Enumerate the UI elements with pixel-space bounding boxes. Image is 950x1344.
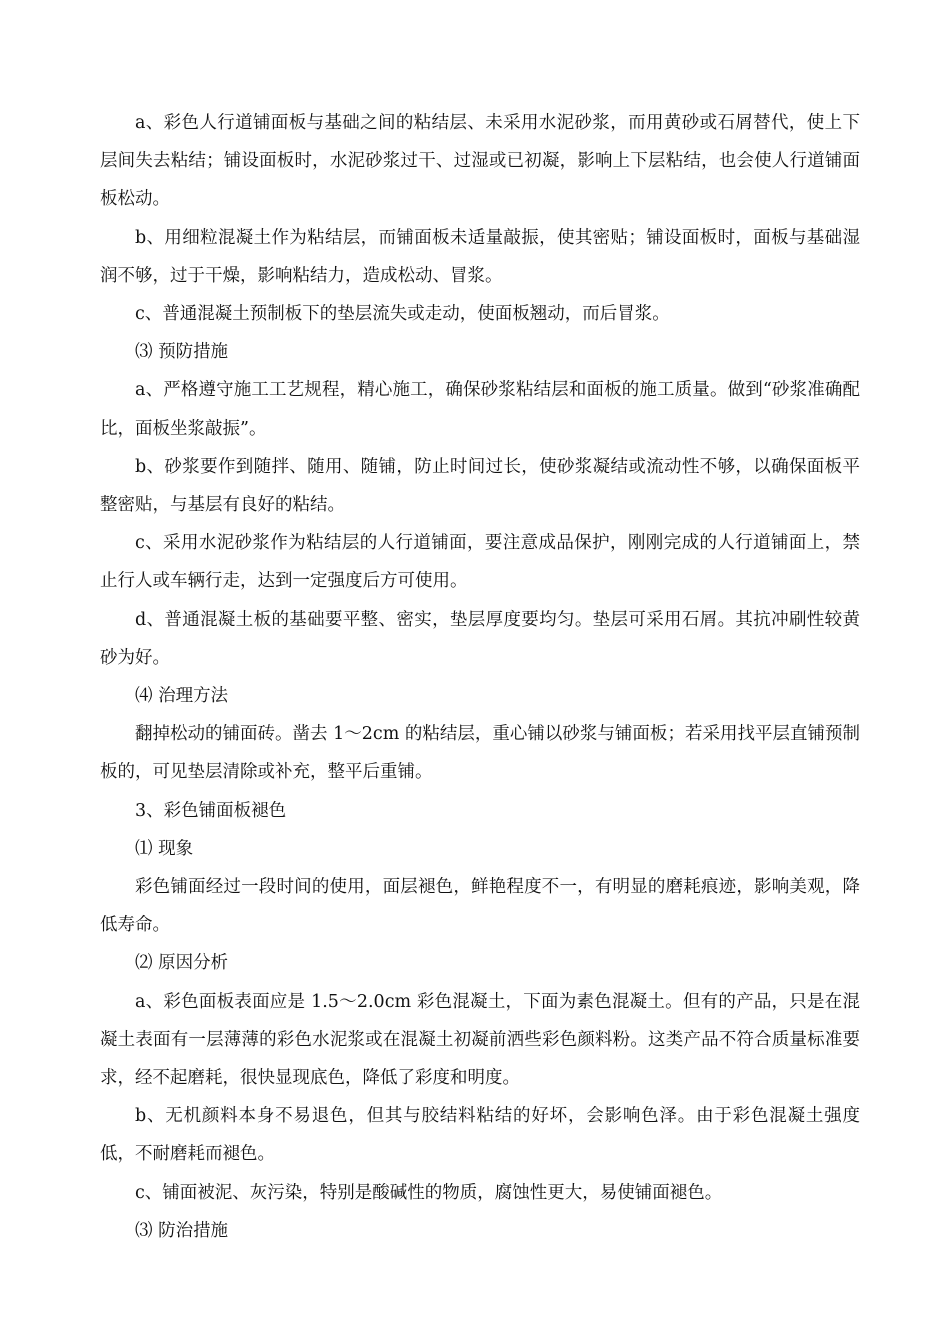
paragraph: b、砂浆要作到随拌、随用、随铺，防止时间过长，使砂浆凝结或流动性不够，以确保面板平整密贴，与基层有良好的粘结。	[100, 456, 860, 516]
paragraph: b、用细粒混凝土作为粘结层，而铺面板未适量敲振，使其密贴；铺设面板时，面板与基础湿润不够，过于干燥，影响粘结力，造成松动、冒浆。	[100, 227, 860, 286]
section-heading: 3、彩色铺面板褪色	[135, 800, 287, 821]
paragraph: c、采用水泥砂浆作为粘结层的人行道铺面，要注意成品保护，刚刚完成的人行道铺面上，禁止行人或车辆行走，达到一定强度后方可使用。	[100, 533, 860, 592]
section-heading: ⑶ 防治措施	[135, 1220, 229, 1241]
paragraph: c、普通混凝土预制板下的垫层流失或走动，使面板翘动，而后冒浆。	[135, 304, 670, 325]
paragraph: c、铺面被泥、灰污染，特别是酸碱性的物质，腐蚀性更大，易使铺面褪色。	[135, 1182, 723, 1203]
section-heading: ⑶ 预防措施	[135, 342, 229, 363]
paragraph: d、普通混凝土板的基础要平整、密实，垫层厚度要均匀。垫层可采用石屑。其抗冲刷性较黄砂为好。	[100, 609, 860, 668]
paragraph: a、彩色人行道铺面板与基础之间的粘结层、未采用水泥砂浆，而用黄砂或石屑替代，使上下层间失去粘结；铺设面板时，水泥砂浆过干、过湿或已初凝，影响上下层粘结，也会使人行道铺面板松动。	[100, 113, 860, 210]
paragraph: 彩色铺面经过一段时间的使用，面层褪色，鲜艳程度不一，有明显的磨耗痕迹，影响美观，降低寿命。	[100, 877, 860, 936]
section-heading: ⑷ 治理方法	[135, 686, 229, 707]
paragraph: 翻掉松动的铺面砖。凿去 1～2cm 的粘结层，重心铺以砂浆与铺面板；若采用找平层直铺预制板的，可见垫层清除或补充，整平后重铺。	[100, 724, 860, 783]
section-heading: ⑴ 现象	[135, 838, 194, 859]
paragraph: a、彩色面板表面应是 1.5～2.0cm 彩色混凝土，下面为素色混凝土。但有的产品，只是在混凝土表面有一层薄薄的彩色水泥浆或在混凝土初凝前洒些彩色颜料粉。这类产品不符合质量标准要求，经不起磨耗，很快显现底色，降低了彩度和明度。	[100, 991, 860, 1089]
paragraph: b、无机颜料本身不易退色，但其与胶结料粘结的好坏，会影响色泽。由于彩色混凝土强度低，不耐磨耗而褪色。	[100, 1106, 860, 1165]
document-page	[100, 104, 860, 1250]
paragraph: a、严格遵守施工工艺规程，精心施工，确保砂浆粘结层和面板的施工质量。做到“砂浆准确配比，面板坐浆敲振”。	[100, 380, 860, 439]
section-heading: ⑵ 原因分析	[135, 953, 229, 974]
